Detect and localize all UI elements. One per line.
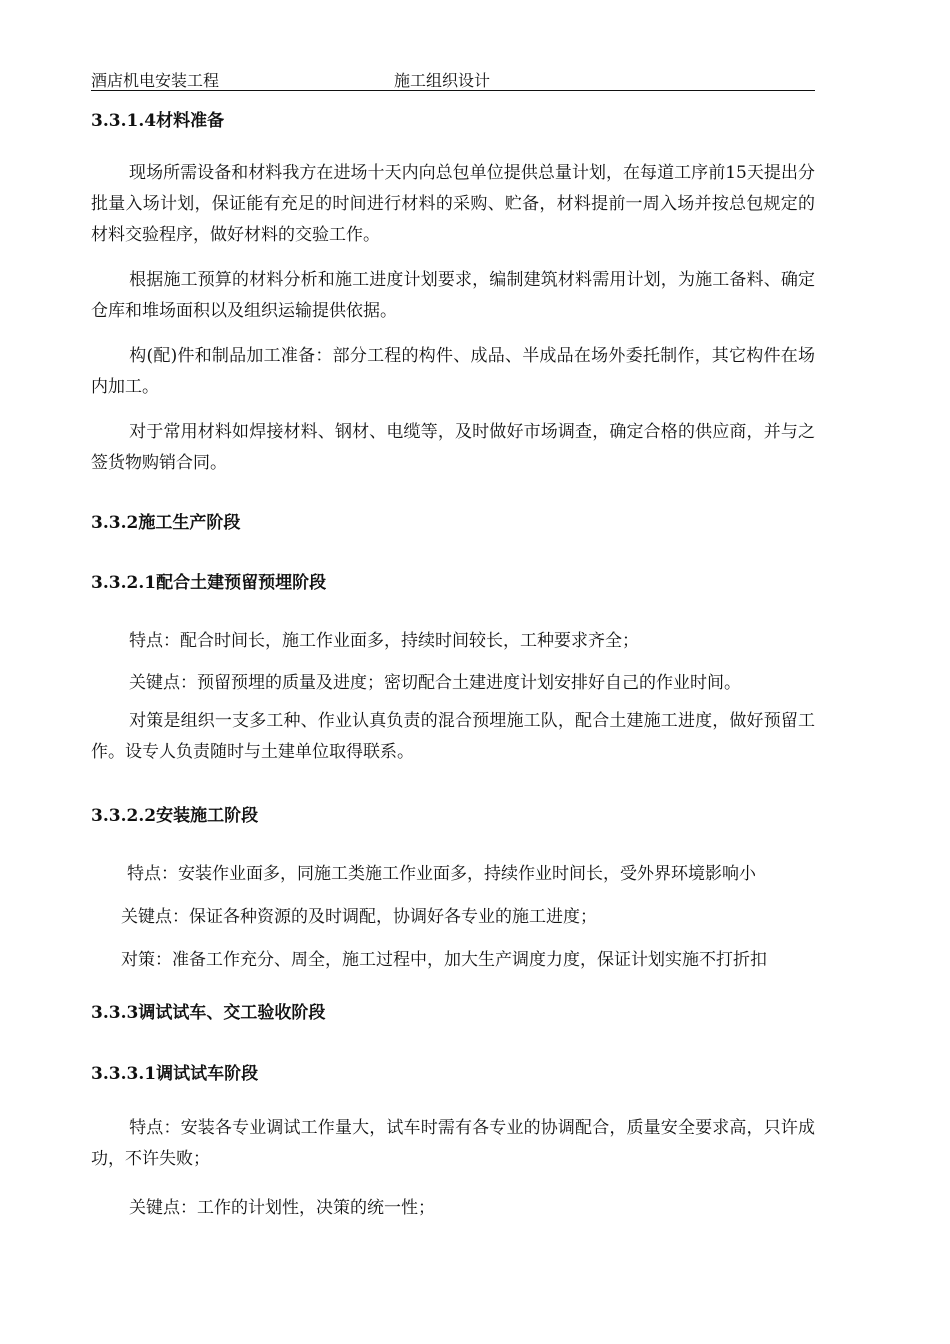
paragraph: 对策：准备工作充分、周全，施工过程中，加大生产调度力度，保证计划实施不打折扣 <box>121 950 767 970</box>
paragraph <box>91 158 815 251</box>
heading-3-3-1-4: 3.3.1.4材料准备 <box>91 111 225 131</box>
paragraph: 关键点：保证各种资源的及时调配，协调好各专业的施工进度； <box>121 907 597 927</box>
heading-3-3-3-1: 3.3.3.1调试试车阶段 <box>91 1064 259 1084</box>
paragraph-text: 对策是组织一支多工种、作业认真负责的混合预埋施工队，配合土建施工进度，做好预留工作。设专人负责随时与土建单位取得联系。 <box>91 711 815 762</box>
page-header <box>91 66 815 91</box>
paragraph: 特点：配合时间长，施工作业面多，持续时间较长，工种要求齐全； <box>129 631 639 651</box>
paragraph: 关键点：预留预埋的质量及进度；密切配合土建进度计划安排好自己的作业时间。 <box>129 673 741 693</box>
paragraph-text: 现场所需设备和材料我方在进场十天内向总包单位提供总量计划，在每道工序前15天提出分批量入场计划，保证能有充足的时间进行材料的采购、贮备，材料提前一周入场并按总包规定的材料交验程序，做好材料的交验工作。 <box>91 163 815 245</box>
paragraph <box>91 341 815 403</box>
paragraph <box>91 1113 815 1175</box>
paragraph-text: 构(配)件和制品加工准备：部分工程的构件、成品、半成品在场外委托制作，其它构件在场内加工。 <box>91 346 815 397</box>
paragraph-text: 特点：安装各专业调试工作量大，试车时需有各专业的协调配合，质量安全要求高，只许成功，不许失败； <box>91 1118 815 1169</box>
paragraph <box>91 706 815 768</box>
heading-3-3-2: 3.3.2施工生产阶段 <box>91 513 241 533</box>
paragraph: 特点：安装作业面多，同施工类施工作业面多，持续作业时间长，受外界环境影响小 <box>127 864 756 884</box>
paragraph: 关键点：工作的计划性，决策的统一性； <box>129 1198 435 1218</box>
heading-3-3-3: 3.3.3调试试车、交工验收阶段 <box>91 1003 326 1023</box>
paragraph <box>91 417 815 479</box>
header-project-title: 酒店机电安装工程 <box>91 71 220 90</box>
paragraph-text: 根据施工预算的材料分析和施工进度计划要求，编制建筑材料需用计划，为施工备料、确定仓库和堆场面积以及组织运输提供依据。 <box>91 270 815 321</box>
paragraph <box>91 265 815 327</box>
paragraph-text: 对于常用材料如焊接材料、钢材、电缆等，及时做好市场调查，确定合格的供应商，并与之签货物购销合同。 <box>91 422 815 473</box>
heading-3-3-2-1: 3.3.2.1配合土建预留预埋阶段 <box>91 573 327 593</box>
header-document-title: 施工组织设计 <box>394 71 491 90</box>
heading-3-3-2-2: 3.3.2.2安装施工阶段 <box>91 806 259 826</box>
